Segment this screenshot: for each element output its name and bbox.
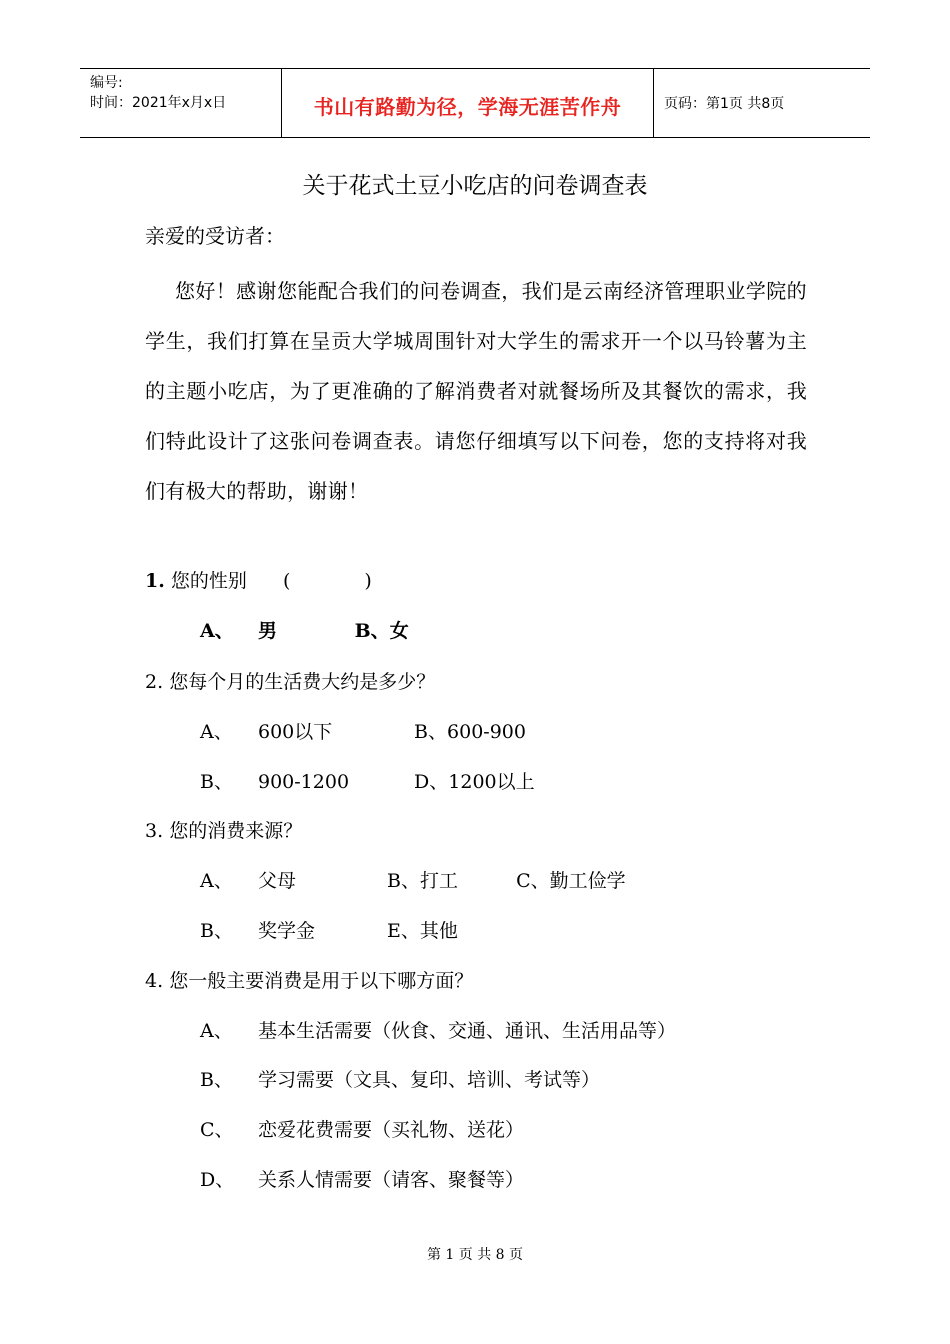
option-letter: B、 bbox=[414, 721, 448, 743]
option-text: 基本生活需要（伙食、交通、通讯、生活用品等） bbox=[258, 1020, 677, 1042]
question-number: 4. bbox=[145, 970, 164, 992]
question-2 bbox=[145, 668, 435, 696]
question-number: 1. bbox=[145, 570, 165, 592]
answer-blank[interactable] bbox=[283, 567, 372, 595]
intro-paragraph: 您好！感谢您能配合我们的问卷调查，我们是云南经济管理职业学院的学生，我们打算在呈贡大学城周围针对大学生的需求开一个以马铃薯为主的主题小吃店，为了更准确的了解消费者对就餐场所及其餐饮的需求，我们特此设计了这张问卷调查表。请您仔细填写以下问卷，您的支持将对我们有极大的帮助，谢谢！ bbox=[145, 279, 807, 503]
option-text: 勤工俭学 bbox=[549, 870, 626, 892]
option-letter: B、 bbox=[354, 620, 390, 642]
question-number: 2. bbox=[145, 671, 164, 693]
option-b[interactable] bbox=[387, 867, 510, 895]
option-letter: A、 bbox=[200, 620, 234, 642]
option-letter: B、 bbox=[200, 920, 233, 942]
greeting: 亲爱的受访者： bbox=[145, 224, 285, 248]
option-text: 其他 bbox=[419, 920, 458, 942]
question-3-options-row-1 bbox=[200, 867, 626, 895]
option-text: 打工 bbox=[420, 870, 459, 892]
option-letter: B、 bbox=[387, 870, 421, 892]
option-text: 900-1200 bbox=[258, 771, 350, 793]
option-text: 奖学金 bbox=[258, 920, 316, 942]
option-b[interactable] bbox=[414, 718, 526, 746]
option-c[interactable] bbox=[200, 768, 408, 796]
option-letter: A、 bbox=[200, 721, 233, 743]
question-2-options-row-1 bbox=[200, 718, 526, 746]
option-letter: B、 bbox=[200, 1069, 233, 1091]
option-letter: D、 bbox=[414, 771, 449, 793]
option-text: 关系人情需要（请客、聚餐等） bbox=[258, 1169, 525, 1191]
option-letter: C、 bbox=[200, 1119, 234, 1141]
page-label: 页码：第1页 共8页 bbox=[664, 96, 785, 112]
option-a[interactable] bbox=[200, 718, 408, 746]
option-letter: D、 bbox=[200, 1169, 235, 1191]
option-a[interactable] bbox=[200, 867, 381, 895]
header-page-cell bbox=[654, 69, 870, 137]
serial-label: 编号: bbox=[90, 75, 123, 91]
motto-text: 书山有路勤为径，学海无涯苦作舟 bbox=[313, 94, 622, 119]
question-text: 您一般主要消费是用于以下哪方面？ bbox=[169, 970, 474, 992]
question-number: 3. bbox=[145, 820, 164, 842]
paren-close: ) bbox=[364, 570, 372, 592]
paren-open: ( bbox=[282, 570, 291, 592]
question-4-option-a[interactable] bbox=[200, 1017, 676, 1045]
question-text: 您每个月的生活费大约是多少？ bbox=[169, 671, 436, 693]
option-c[interactable] bbox=[516, 867, 626, 895]
option-text: 男 bbox=[258, 620, 278, 642]
header-motto-cell bbox=[282, 69, 654, 137]
option-text: 学习需要（文具、复印、培训、考试等） bbox=[258, 1069, 601, 1091]
question-4 bbox=[145, 967, 473, 995]
question-2-options-row-2 bbox=[200, 768, 535, 796]
question-1-options bbox=[200, 617, 409, 645]
option-text: 600-900 bbox=[447, 721, 526, 743]
question-text: 您的消费来源？ bbox=[169, 820, 303, 842]
page-title: 关于花式土豆小吃店的问卷调查表 bbox=[302, 173, 648, 199]
page-footer: 第 1 页 共 8 页 bbox=[426, 1247, 524, 1263]
option-text: 女 bbox=[389, 620, 409, 642]
option-d[interactable] bbox=[200, 917, 381, 945]
option-text: 恋爱花费需要（买礼物、送花） bbox=[258, 1119, 525, 1141]
option-text: 600以下 bbox=[258, 721, 333, 743]
option-text: 父母 bbox=[258, 870, 297, 892]
question-1 bbox=[145, 567, 372, 595]
option-e[interactable] bbox=[387, 917, 458, 945]
question-3 bbox=[145, 817, 302, 845]
question-4-option-c[interactable] bbox=[200, 1116, 524, 1144]
question-4-option-b[interactable] bbox=[200, 1066, 600, 1094]
document-header bbox=[80, 68, 870, 138]
option-letter: C、 bbox=[516, 870, 550, 892]
option-letter: E、 bbox=[387, 920, 420, 942]
date-label: 时间：2021年x月x日 bbox=[90, 95, 227, 111]
header-meta-cell bbox=[80, 69, 282, 137]
question-3-options-row-2 bbox=[200, 917, 458, 945]
option-letter: A、 bbox=[200, 870, 233, 892]
option-d[interactable] bbox=[414, 768, 535, 796]
option-female[interactable] bbox=[355, 617, 409, 645]
option-text: 1200以上 bbox=[448, 771, 535, 793]
option-letter: A、 bbox=[200, 1020, 233, 1042]
question-4-option-d[interactable] bbox=[200, 1166, 524, 1194]
question-text: 您的性别 bbox=[170, 570, 247, 592]
option-letter: B、 bbox=[200, 771, 233, 793]
option-male[interactable] bbox=[200, 617, 348, 645]
